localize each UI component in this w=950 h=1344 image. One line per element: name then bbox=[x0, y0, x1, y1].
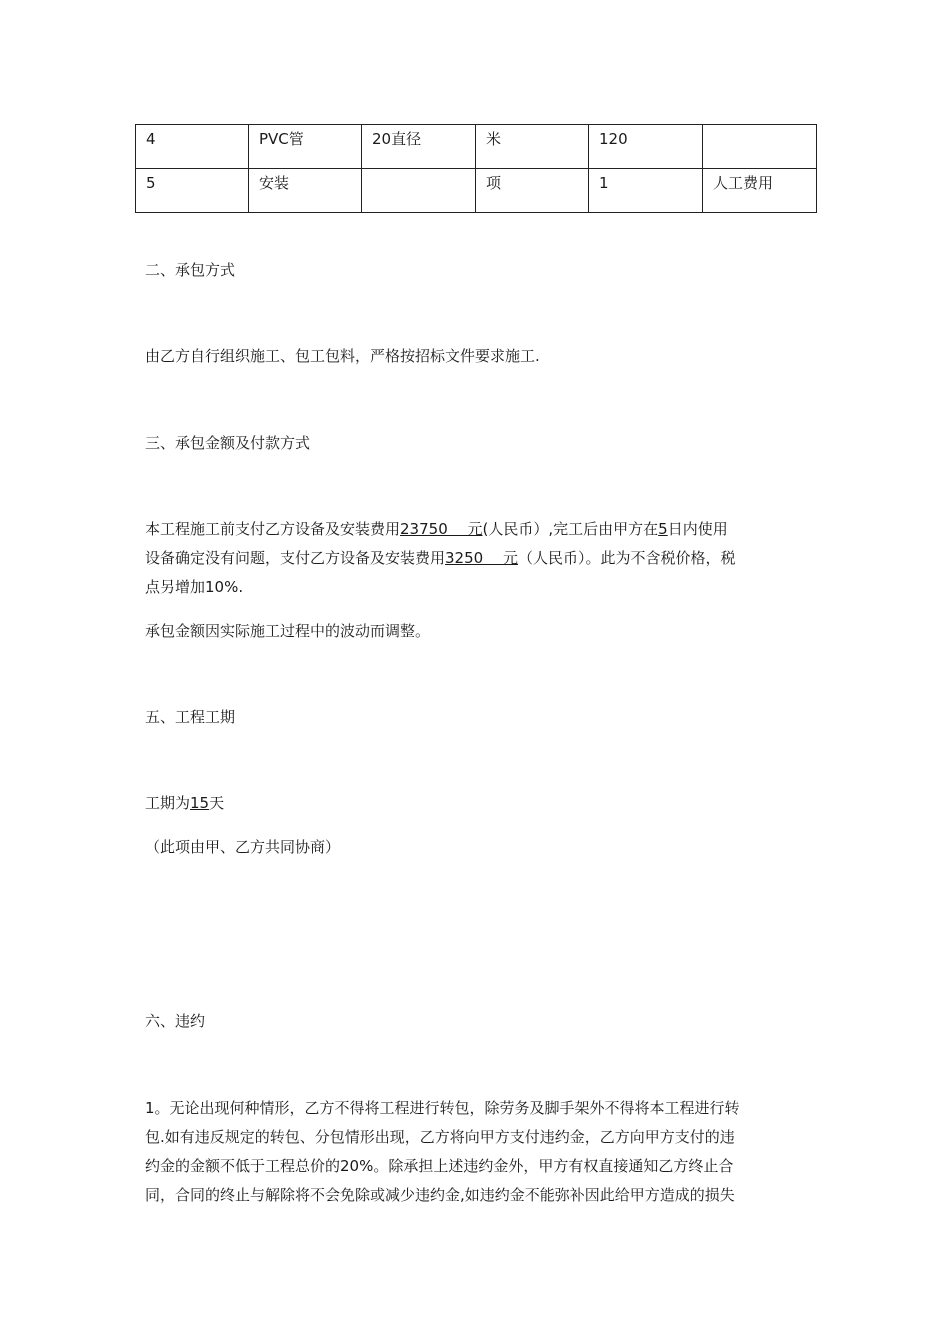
table-row bbox=[136, 125, 817, 169]
payment-line-3: 点另增加10%. bbox=[145, 578, 244, 596]
payment-text: （人民币）。此为不含税价格，税 bbox=[517, 549, 736, 567]
inspection-days: 5 bbox=[658, 520, 668, 538]
table-cell: 人工费用 bbox=[703, 169, 817, 213]
schedule-text: 天 bbox=[209, 794, 225, 812]
contract-mode-text: 由乙方自行组织施工、包工包料，严格按招标文件要求施工. bbox=[145, 347, 540, 365]
table-cell: 项 bbox=[476, 169, 589, 213]
payment-text: 日内使用 bbox=[667, 520, 728, 538]
breach-clause-line: 约金的金额不低于工程总价的20%。除承担上述违约金外，甲方有权直接通知乙方终止合 bbox=[145, 1157, 734, 1175]
table-cell: 20直径 bbox=[362, 125, 476, 169]
breach-clause-line: 同，合同的终止与解除将不会免除或减少违约金,如违约金不能弥补因此给甲方造成的损失 bbox=[145, 1186, 735, 1204]
section-heading-schedule: 五、工程工期 bbox=[145, 708, 236, 726]
amount-adjust-text: 承包金额因实际施工过程中的波动而调整。 bbox=[145, 622, 431, 640]
section-heading-amount-payment: 三、承包金额及付款方式 bbox=[145, 434, 311, 452]
payment-line-2 bbox=[145, 544, 807, 573]
schedule-note: （此项由甲、乙方共同协商） bbox=[145, 838, 341, 856]
table-row bbox=[136, 169, 817, 213]
payment-line-1 bbox=[145, 515, 807, 544]
breach-clause-line: 1。无论出现何种情形，乙方不得将工程进行转包，除劳务及脚手架外不得将本工程进行转 bbox=[145, 1099, 740, 1117]
payment-text: 设备确定没有问题，支付乙方设备及安装费用 bbox=[145, 549, 446, 567]
amount-advance: 23750 元 bbox=[400, 520, 483, 538]
table-cell: 120 bbox=[589, 125, 703, 169]
breach-clause-line: 包.如有违反规定的转包、分包情形出现，乙方将向甲方支付违约金，乙方向甲方支付的违 bbox=[145, 1128, 735, 1146]
table-cell: 4 bbox=[136, 125, 249, 169]
schedule-days: 15 bbox=[190, 794, 210, 812]
table-cell: 5 bbox=[136, 169, 249, 213]
table-cell: PVC管 bbox=[249, 125, 362, 169]
schedule-period bbox=[145, 789, 807, 818]
table-cell: 安装 bbox=[249, 169, 362, 213]
table-cell: 米 bbox=[476, 125, 589, 169]
schedule-text: 工期为 bbox=[145, 794, 191, 812]
payment-text: (人民币）,完工后由甲方在 bbox=[482, 520, 659, 538]
materials-table bbox=[135, 124, 817, 213]
table-cell bbox=[362, 169, 476, 213]
table-cell bbox=[703, 125, 817, 169]
amount-final: 3250 元 bbox=[445, 549, 518, 567]
table-cell: 1 bbox=[589, 169, 703, 213]
section-heading-contract-mode: 二、承包方式 bbox=[145, 261, 236, 279]
section-heading-breach: 六、违约 bbox=[145, 1012, 206, 1030]
payment-text: 本工程施工前支付乙方设备及安装费用 bbox=[145, 520, 401, 538]
